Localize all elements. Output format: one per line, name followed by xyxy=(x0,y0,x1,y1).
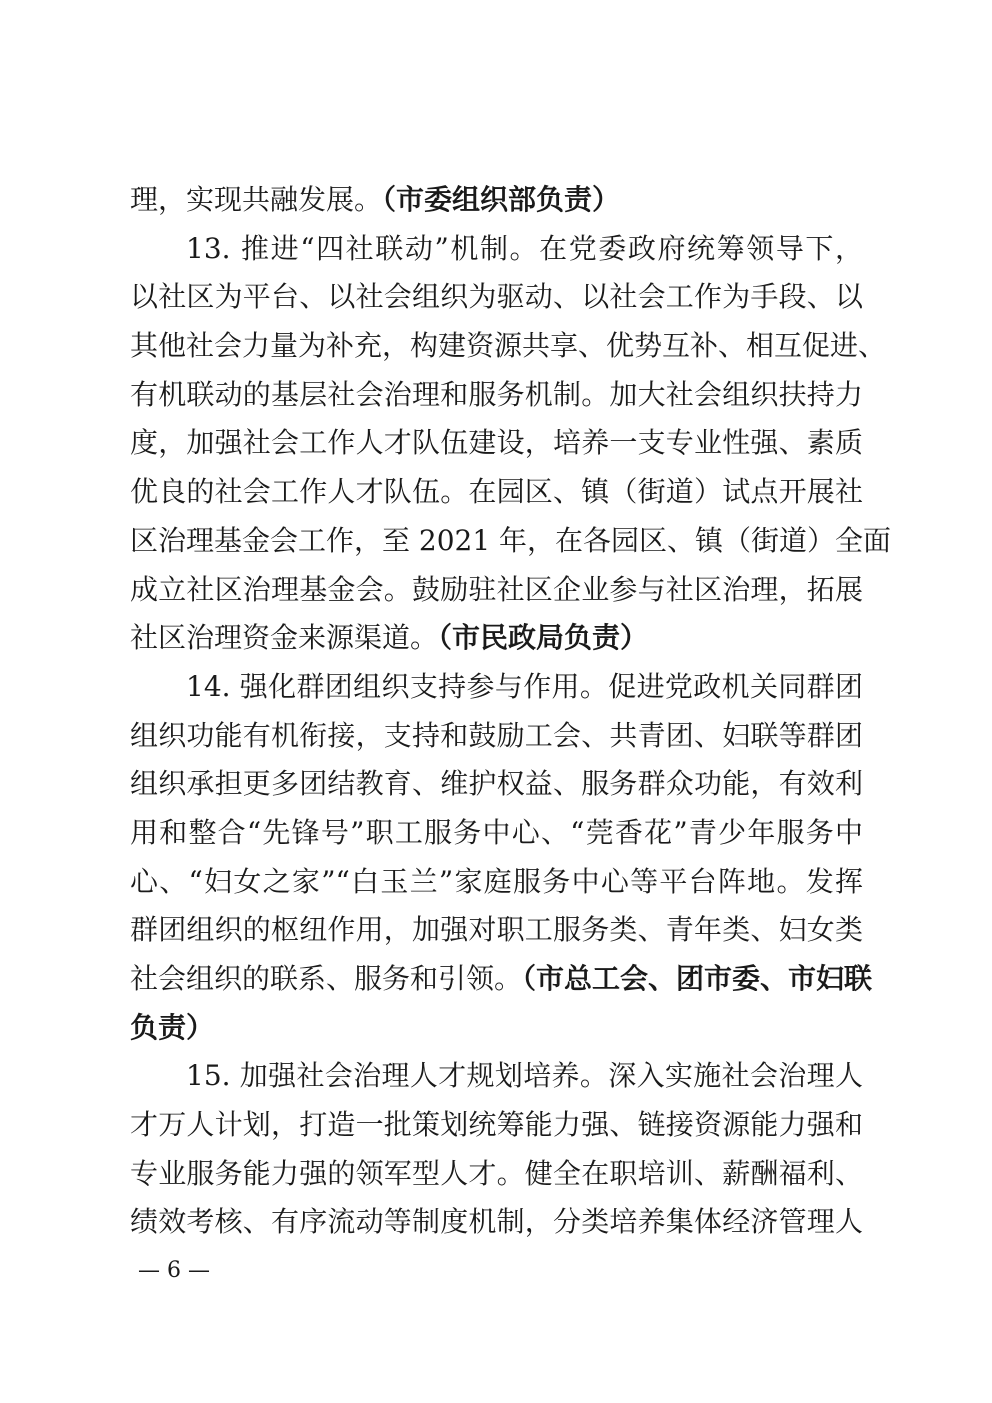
text-line xyxy=(130,1150,863,1199)
line-text: 度，加强社会工作人才队伍建设，培养一支专业性强、素质 xyxy=(130,426,863,460)
responsibility-note: （市民政局负责） xyxy=(438,621,649,655)
line-text: 组织承担更多团结教育、维护权益、服务群众功能，有效利 xyxy=(130,767,863,801)
text-line xyxy=(130,955,873,1004)
text-line xyxy=(130,566,863,615)
text-line xyxy=(130,760,863,809)
text-line xyxy=(130,419,863,468)
text-line xyxy=(130,225,863,274)
text-line xyxy=(130,809,863,858)
line-text: 心、“妇女之家”“白玉兰”家庭服务中心等平台阵地。发挥 xyxy=(130,864,863,898)
text-line xyxy=(130,712,863,761)
line-text: 理，实现共融发展。 xyxy=(130,183,383,216)
text-line xyxy=(130,176,863,225)
text-line xyxy=(130,1004,863,1053)
text-line xyxy=(130,322,887,371)
text-line xyxy=(130,468,863,517)
line-text: 15. 加强社会治理人才规划培养。深入实施社会治理人 xyxy=(186,1059,863,1093)
responsibility-note: （市总工会、团市委、市妇联 xyxy=(522,962,873,995)
line-text: 优良的社会工作人才队伍。在园区、镇（街道）试点开展社 xyxy=(130,475,863,509)
text-line xyxy=(130,371,863,420)
text-line xyxy=(130,273,863,322)
text-line xyxy=(130,517,892,566)
line-text: 绩效考核、有序流动等制度机制，分类培养集体经济管理人 xyxy=(130,1205,863,1239)
line-text: 组织功能有机衔接，支持和鼓励工会、共青团、妇联等群团 xyxy=(130,718,863,752)
text-line xyxy=(130,906,863,955)
text-line xyxy=(130,614,863,663)
line-text: 其他社会力量为补充，构建资源共享、优势互补、相互促进、 xyxy=(130,329,887,363)
text-line xyxy=(130,1052,863,1101)
text-line xyxy=(130,1198,863,1247)
page-number: — 6 — xyxy=(138,1258,210,1283)
line-text: 社区治理资金来源渠道。 xyxy=(130,621,439,655)
document-body xyxy=(130,176,892,1247)
responsibility-note: （市委组织部负责） xyxy=(382,183,621,216)
line-text: 社会组织的联系、服务和引领。 xyxy=(130,962,523,995)
line-text: 群团组织的枢纽作用，加强对职工服务类、青年类、妇女类 xyxy=(130,913,863,947)
responsibility-note: 负责） xyxy=(130,1010,215,1044)
line-text: 专业服务能力强的领军型人才。健全在职培训、薪酬福利、 xyxy=(130,1156,863,1190)
line-text: 区治理基金会工作，至 2021 年，在各园区、镇（街道）全面 xyxy=(130,523,892,557)
line-text: 13. 推进“四社联动”机制。在党委政府统筹领导下， xyxy=(186,231,863,265)
line-text: 才万人计划，打造一批策划统筹能力强、链接资源能力强和 xyxy=(130,1108,863,1142)
text-line xyxy=(130,858,863,907)
line-text: 用和整合“先锋号”职工服务中心、“莞香花”青少年服务中 xyxy=(130,815,863,849)
text-line xyxy=(130,663,863,712)
text-line xyxy=(130,1101,863,1150)
line-text: 以社区为平台、以社会组织为驱动、以社会工作为手段、以 xyxy=(130,280,863,314)
line-text: 有机联动的基层社会治理和服务机制。加大社会组织扶持力 xyxy=(130,377,863,411)
line-text: 成立社区治理基金会。鼓励驻社区企业参与社区治理，拓展 xyxy=(130,572,863,606)
line-text: 14. 强化群团组织支持参与作用。促进党政机关同群团 xyxy=(186,669,863,703)
